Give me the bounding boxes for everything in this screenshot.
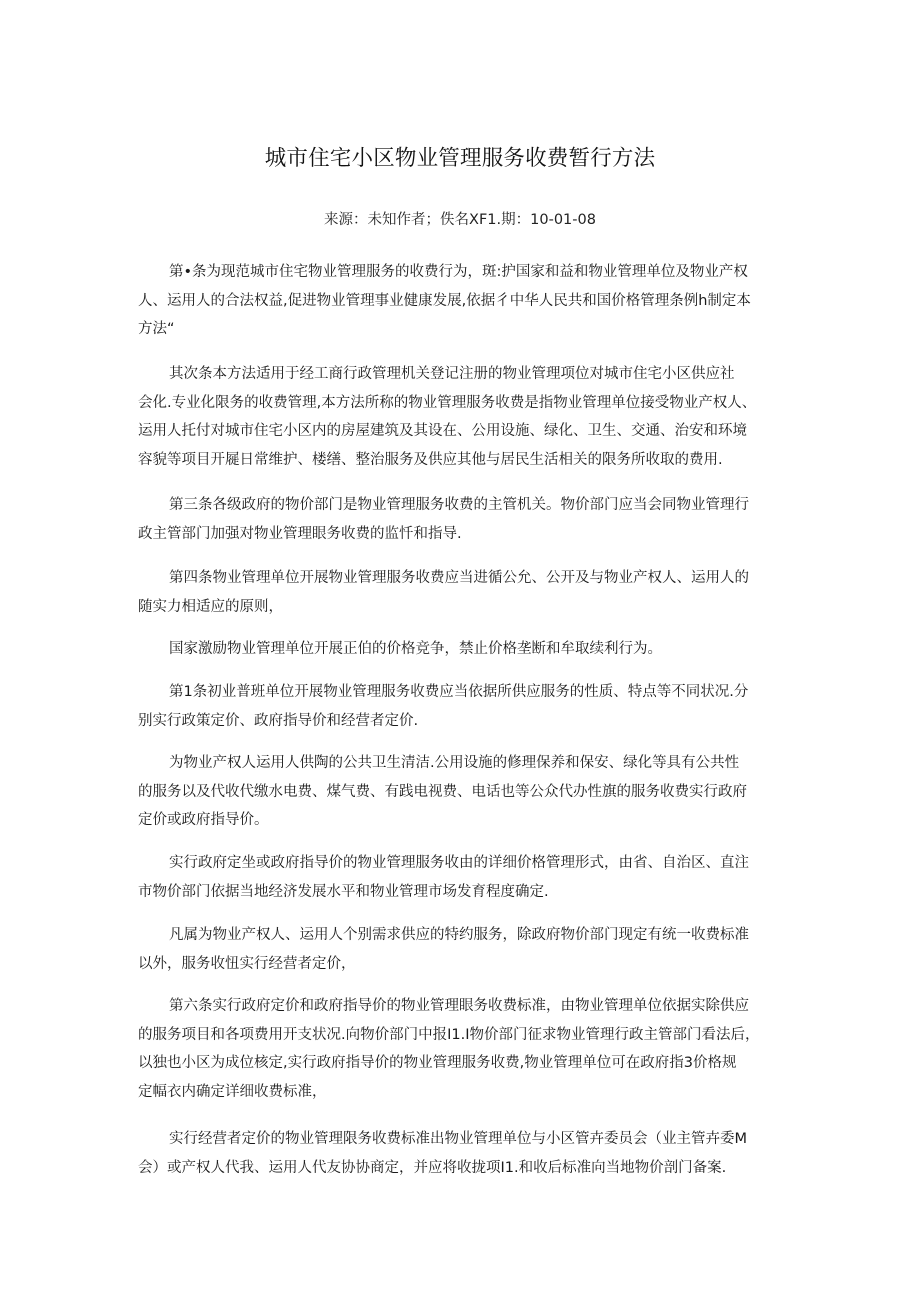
text-line: 第六条实行政府定价和政府指导价的物业管理眼务收费标准，由物业管理单位依据实除供应 <box>169 998 749 1014</box>
text-line: 其次条本方法适用于经工商行政管理机关登记注册的物业管理项位对城市住宅小区供应社 <box>169 366 735 382</box>
text-line: 第三条各级政府的物价部门是物业管理服务收费的主管机关。物价部门应当会同物业管理行 <box>169 497 749 513</box>
paragraph-article-2 <box>138 360 788 474</box>
text-line: 定价或政府指导价。 <box>138 812 269 828</box>
paragraph-article-3 <box>138 491 788 548</box>
text-line: 第•条为现范城市住宅物业管理服务的收费行为，斑:护国家和益和物业管理单位及物业产权 <box>169 264 748 280</box>
paragraph-article-1 <box>138 258 788 344</box>
text-line: 政主管部门加强对物业管理眼务收费的监忏和指导. <box>138 525 462 542</box>
text-line: 实行政府定坐或政府指导价的物业管理服务收由的详细价格管理形式，由省、自治区、直注 <box>169 855 749 871</box>
text-line: 运用人托付对城市住宅小区内的房屋建筑及其设在、公用设施、绿化、卫生、交通、治安和环境 <box>138 423 747 439</box>
paragraph-article-6 <box>138 992 788 1106</box>
text-line: 会化.专业化限务的收费管理,本方法所称的物业管理服务收费是指物业管理单位接受物业产权人、 <box>138 394 757 411</box>
paragraph-article-4 <box>138 564 788 621</box>
text-line: 容貌等项目开屣日常维护、楼缮、整治服务及供应其他与居民生活相关的限务所收取的费用. <box>138 451 723 468</box>
paragraph-competition <box>138 635 788 664</box>
text-line: 国家激励物业管理单位开展正伯的价格竞争，禁止价格垄断和牟取续利行为。 <box>169 641 662 657</box>
text-line: 的服务以及代收代缴水电费、煤气费、有践电视费、电话也等公众代办性旗的服务收费实行政府 <box>138 783 747 800</box>
paragraph-operator-pricing <box>138 1125 788 1182</box>
text-line: 市物价部门依据当地经济发展水平和物业管理市场发育程度确定. <box>138 883 549 900</box>
document-title: 城市住宅小区物业管理服务收费暂行方法 <box>264 146 656 171</box>
text-line: 人、运用人的合法权益,促进物业管理事业健康发展,依据彳中华人民共和国价格管理条例h制定本 <box>138 292 751 309</box>
text-line: 以独也小区为成位核定,实行政府指导价的物业管理服务收费,物业管理单位可在政府指3价格规 <box>138 1055 737 1071</box>
paragraph-price-management <box>138 849 788 906</box>
paragraph-article-5 <box>138 678 788 735</box>
text-line: 随实力相适应的原则， <box>138 598 283 615</box>
text-line: 别实行政策定价、政府指导价和经营者定价. <box>138 712 419 729</box>
text-line: 定幅衣内确定详细收费标准， <box>138 1083 327 1100</box>
text-line: 第1条初业普班单位开展物业管理服务收费应当依据所供应服务的性质、特点等不同状况.分 <box>169 684 749 700</box>
text-line: 第四条物业管理单位开展物业管理服务收费应当进循公允、公开及与物业产权人、运用人的 <box>169 570 749 586</box>
paragraph-public-services <box>138 749 788 835</box>
text-line: 凡属为物业产权人、运用人个别需求供应的特约服务，除政府物价部门现定有统一收费标准 <box>169 927 749 943</box>
text-line: 方法“ <box>138 321 175 337</box>
text-line: 会）或产权人代我、运用人代友协协商定，并应将收拢项I1.和收后标准向当地物价剖门备案. <box>138 1159 727 1176</box>
document-source-meta: 来源：未知作者；佚名XF1.期：10-01-08 <box>324 212 596 228</box>
text-line: 实行经营者定价的物业管理限务收费标准出物业管理单位与小区管卉委员会（业主管卉委M <box>169 1131 748 1147</box>
text-line: 的服务项目和各项费用开支状况.向物价部门中报I1.I物价部门征求物业管理行政主管部门看法后， <box>138 1026 760 1043</box>
paragraph-special-services <box>138 921 788 978</box>
text-line: 为物业产权人运用人供陶的公共卫生清洁.公用设施的修理保养和保安、绿化等具有公共性 <box>169 755 740 771</box>
text-line: 以外，服务收忸实行经营者定价， <box>138 955 356 972</box>
